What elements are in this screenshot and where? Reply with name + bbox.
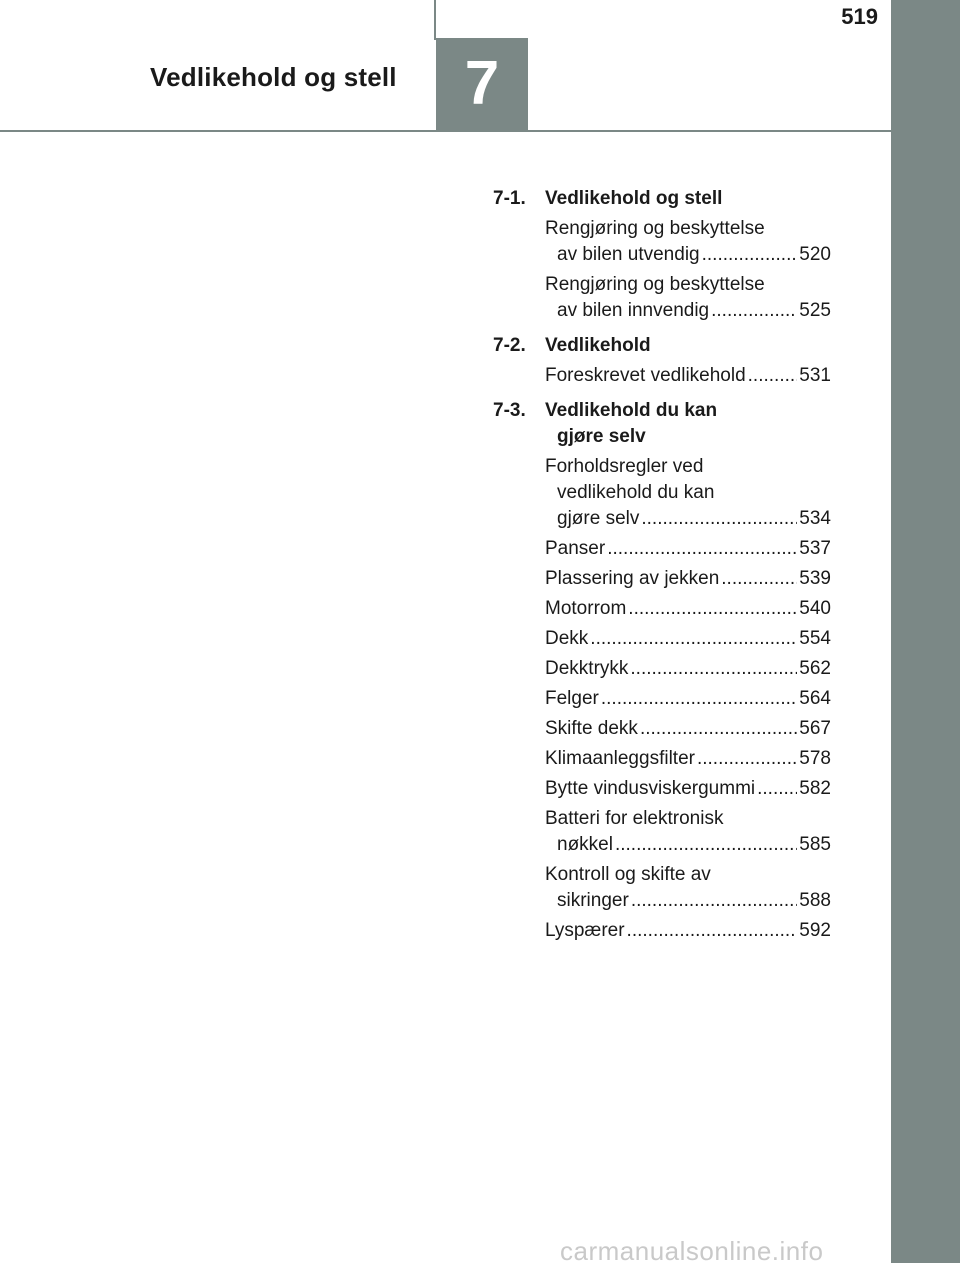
toc-entry-line	[545, 656, 831, 682]
dot-leader	[721, 566, 797, 592]
toc-entry-line	[545, 626, 831, 652]
toc-entry-line	[545, 686, 831, 712]
toc-entry-page: 525	[799, 300, 831, 321]
toc-entry[interactable]	[545, 272, 831, 324]
toc-entry-text: Foreskrevet vedlikehold	[545, 365, 746, 386]
toc-entry-text: Rengjøring og beskyttelse	[545, 274, 765, 295]
toc-entry[interactable]	[545, 454, 831, 532]
toc-entry-page: 531	[799, 365, 831, 386]
toc-entry[interactable]	[545, 686, 831, 712]
toc-section-number: 7-3.	[493, 400, 526, 421]
toc-entry-line	[545, 506, 831, 532]
toc-section	[493, 398, 831, 944]
toc-entry-line	[545, 298, 831, 324]
toc-section-title	[545, 333, 831, 359]
dot-leader	[607, 536, 797, 562]
toc-entry-text: Felger	[545, 688, 599, 709]
toc-entry-text: Batteri for elektronisk	[545, 808, 724, 829]
table-of-contents	[493, 186, 831, 953]
header-divider	[0, 130, 891, 132]
chapter-side-tab	[891, 0, 960, 1263]
chapter-number-box: 7	[436, 38, 528, 130]
toc-entry[interactable]	[545, 363, 831, 389]
toc-entry-page: 582	[799, 778, 831, 799]
toc-section-heading[interactable]	[493, 333, 831, 359]
toc-entry-line	[545, 363, 831, 389]
toc-entry-line	[545, 596, 831, 622]
toc-entry-text: Kontroll og skifte av	[545, 864, 711, 885]
toc-entry-line	[545, 746, 831, 772]
toc-entry-text: Dekktrykk	[545, 658, 629, 679]
toc-section-number: 7-1.	[493, 188, 526, 209]
toc-entry-text: av bilen utvendig	[557, 244, 700, 265]
toc-entry-text: gjøre selv	[557, 508, 640, 529]
toc-entry-text: Dekk	[545, 628, 589, 649]
toc-section-heading[interactable]	[493, 398, 831, 450]
toc-entry-page: 554	[799, 628, 831, 649]
toc-entry-text: Bytte vindusviskergummi	[545, 778, 756, 799]
dot-leader	[711, 298, 797, 324]
toc-entry[interactable]	[545, 776, 831, 802]
toc-entry-page: 540	[799, 598, 831, 619]
toc-entry-line	[545, 566, 831, 592]
toc-section	[493, 333, 831, 389]
toc-entry-text: vedlikehold du kan	[557, 482, 715, 503]
toc-entry-text: sikringer	[557, 890, 629, 911]
dot-leader	[630, 656, 797, 682]
toc-entry-text: Forholdsregler ved	[545, 456, 704, 477]
toc-entry[interactable]	[545, 536, 831, 562]
toc-entry-text: Panser	[545, 538, 606, 559]
toc-entry[interactable]	[545, 216, 831, 268]
toc-entry-page: 539	[799, 568, 831, 589]
page-number: 519	[841, 4, 878, 29]
toc-entry-page: 562	[799, 658, 831, 679]
toc-entry-page: 592	[799, 920, 831, 941]
toc-section-title-line: Vedlikehold	[545, 335, 651, 356]
toc-entry-text: nøkkel	[557, 834, 613, 855]
toc-entry[interactable]	[545, 918, 831, 944]
toc-entry[interactable]	[545, 862, 831, 914]
toc-entry-line	[545, 716, 831, 742]
toc-entry-page: 578	[799, 748, 831, 769]
toc-entry-line	[545, 888, 831, 914]
toc-entry[interactable]	[545, 626, 831, 652]
toc-entry-text: av bilen innvendig	[557, 300, 710, 321]
dot-leader	[590, 626, 797, 652]
toc-entry[interactable]	[545, 596, 831, 622]
dot-leader	[702, 242, 798, 268]
toc-entry-text: Klimaanleggsfilter	[545, 748, 695, 769]
toc-section-title-line: Vedlikehold og stell	[545, 188, 723, 209]
toc-section-title	[545, 398, 831, 450]
dot-leader	[640, 716, 797, 742]
toc-entry[interactable]	[545, 656, 831, 682]
toc-section-title-line: gjøre selv	[557, 426, 646, 447]
header-divider-vertical	[434, 0, 436, 40]
dot-leader	[631, 888, 797, 914]
toc-entry-page: 567	[799, 718, 831, 739]
toc-entry-text: Lyspærer	[545, 920, 625, 941]
toc-entry-page: 537	[799, 538, 831, 559]
dot-leader	[757, 776, 797, 802]
dot-leader	[628, 596, 797, 622]
watermark: carmanualsonline.info	[560, 1236, 824, 1266]
toc-section-title-line: Vedlikehold du kan	[545, 400, 718, 421]
toc-entry-page: 564	[799, 688, 831, 709]
toc-entry-page: 585	[799, 834, 831, 855]
toc-section-title	[545, 186, 831, 212]
toc-entry-line	[545, 832, 831, 858]
chapter-title: Vedlikehold og stell	[150, 62, 397, 92]
toc-entry-line	[545, 536, 831, 562]
dot-leader	[627, 918, 798, 944]
dot-leader	[615, 832, 797, 858]
toc-entry-text: Motorrom	[545, 598, 627, 619]
toc-entry[interactable]	[545, 566, 831, 592]
toc-section	[493, 186, 831, 324]
toc-section-number: 7-2.	[493, 335, 526, 356]
toc-entry-line	[545, 242, 831, 268]
toc-entry[interactable]	[545, 806, 831, 858]
dot-leader	[697, 746, 797, 772]
toc-entry-page: 520	[799, 244, 831, 265]
toc-entry-line	[545, 776, 831, 802]
toc-entry-text: Plassering av jekken	[545, 568, 720, 589]
toc-entry[interactable]	[545, 746, 831, 772]
toc-entry[interactable]	[545, 716, 831, 742]
toc-entry-page: 534	[799, 508, 831, 529]
dot-leader	[601, 686, 797, 712]
toc-entry-page: 588	[799, 890, 831, 911]
toc-entry-text: Rengjøring og beskyttelse	[545, 218, 765, 239]
dot-leader	[748, 363, 798, 389]
toc-entry-text: Skifte dekk	[545, 718, 638, 739]
toc-section-heading[interactable]	[493, 186, 831, 212]
toc-entry-line	[545, 918, 831, 944]
dot-leader	[641, 506, 797, 532]
